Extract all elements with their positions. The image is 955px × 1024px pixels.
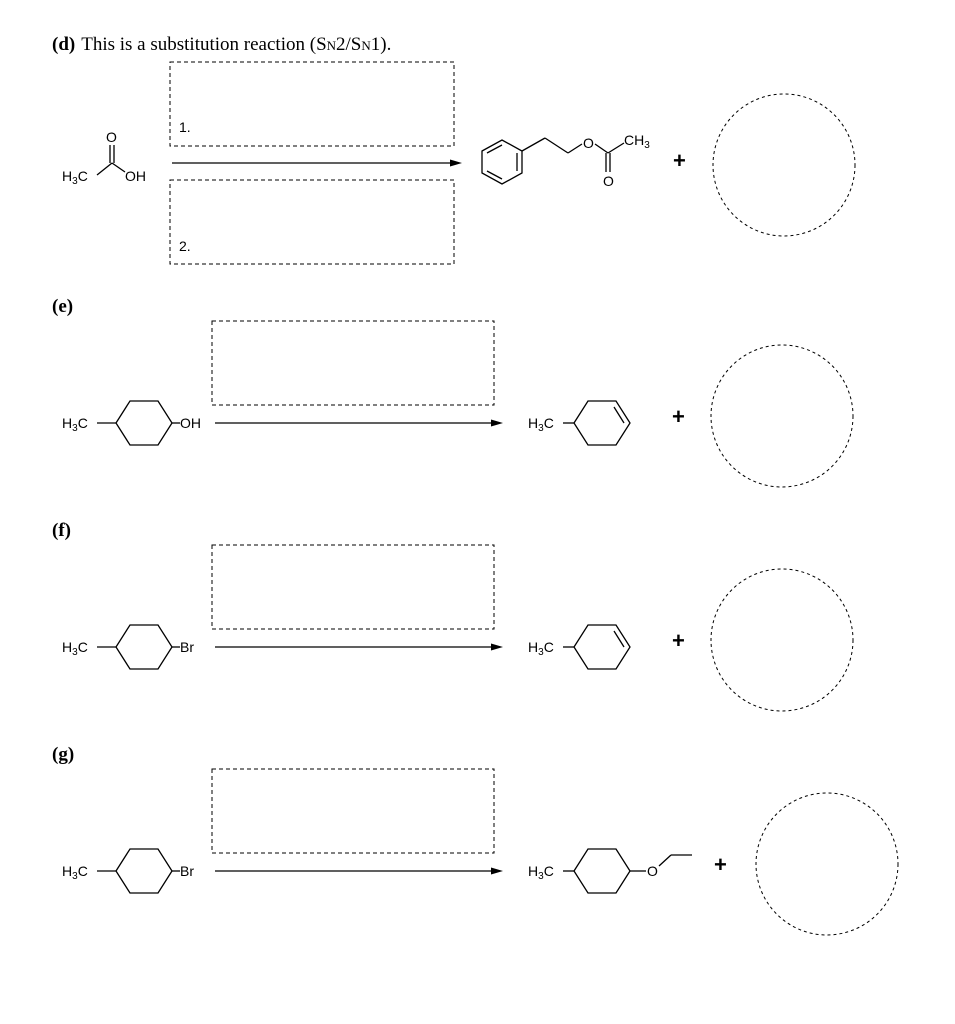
reactant-e-oh: OH <box>180 415 201 431</box>
cyclohexane-ring <box>574 849 630 893</box>
problem-d-text-mid: 2/S <box>336 34 362 55</box>
answer-box-d2[interactable] <box>170 180 454 264</box>
product-f-h3c: $H_3C$ <box>528 639 554 658</box>
product-d-ester-o: O <box>583 135 594 151</box>
reactant-1-bromo-4-methylcyclohexane <box>62 625 194 669</box>
cyclohexene-ring <box>574 401 630 445</box>
bond <box>487 171 502 179</box>
answer-box-d1[interactable] <box>170 62 454 146</box>
problem-e-label: (e) <box>52 296 74 317</box>
byproduct-circle-g[interactable] <box>756 793 898 935</box>
reactant-4-methylcyclohexanol <box>62 401 201 445</box>
problem-d-sub1: N <box>326 38 337 53</box>
bond <box>545 138 568 153</box>
problem-d-text-pre: This is a substitution reaction (S <box>81 34 327 55</box>
product-g-ether-o: O <box>647 863 658 879</box>
product-e-h3c: $H_3C$ <box>528 415 554 434</box>
plus-sign-f: + <box>672 628 685 653</box>
bond <box>112 163 125 172</box>
bond <box>595 144 608 153</box>
arrowhead-g <box>491 868 503 875</box>
problem-g <box>52 744 898 935</box>
reactant-g-br: Br <box>180 863 194 879</box>
plus-sign-e: + <box>672 404 685 429</box>
problem-g-label: (g) <box>52 744 75 765</box>
reactant-d-h3c: $H_3C$ <box>62 168 88 187</box>
byproduct-circle-e[interactable] <box>711 345 853 487</box>
double-bond <box>614 407 624 423</box>
problem-f <box>52 520 853 711</box>
reactant-acetic-acid <box>62 129 146 187</box>
arrowhead-e <box>491 420 503 427</box>
problem-d <box>52 34 855 264</box>
product-d-carbonyl-o: O <box>603 173 614 189</box>
reactant-f-h3c: $H_3C$ <box>62 639 88 658</box>
reactant-g-h3c: $H_3C$ <box>62 863 88 882</box>
reactant-d-oh: OH <box>125 168 146 184</box>
answer-box-d2-label: 2. <box>179 238 191 254</box>
answer-box-f[interactable] <box>212 545 494 629</box>
problem-d-sub2: N <box>361 38 371 53</box>
cyclohexane-ring <box>116 401 172 445</box>
bond <box>522 138 545 151</box>
plus-sign-g: + <box>714 852 727 877</box>
reactant-e-h3c: $H_3C$ <box>62 415 88 434</box>
product-4-methylcyclohexene <box>528 625 630 669</box>
benzene-ring <box>482 140 522 184</box>
bond <box>97 163 112 175</box>
product-ethyl-methylcyclohexyl-ether <box>528 849 692 893</box>
bond <box>659 855 671 866</box>
product-4-methylcyclohexene <box>528 401 630 445</box>
problem-d-label: (d) <box>52 34 76 55</box>
problem-f-label: (f) <box>52 520 71 541</box>
product-g-h3c: $H_3C$ <box>528 863 554 882</box>
double-bond <box>614 631 624 647</box>
cyclohexane-ring <box>116 625 172 669</box>
bond <box>568 144 582 153</box>
bond <box>487 145 502 153</box>
bond <box>608 143 624 153</box>
arrowhead-d <box>450 160 462 167</box>
product-d-ch3: $CH_3$ <box>624 132 650 151</box>
reactant-d-carbonyl-o: O <box>106 129 117 145</box>
problem-e <box>52 296 853 487</box>
cyclohexene-ring <box>574 625 630 669</box>
problem-d-heading <box>52 34 391 55</box>
cyclohexane-ring <box>116 849 172 893</box>
answer-box-d1-label: 1. <box>179 119 191 135</box>
arrowhead-f <box>491 644 503 651</box>
reactant-1-bromo-4-methylcyclohexane <box>62 849 194 893</box>
byproduct-circle-d[interactable] <box>713 94 855 236</box>
plus-sign-d: + <box>673 148 686 173</box>
product-phenethyl-acetate <box>482 132 650 189</box>
answer-box-e[interactable] <box>212 321 494 405</box>
answer-box-g[interactable] <box>212 769 494 853</box>
problem-d-text-post: 1). <box>370 34 392 55</box>
byproduct-circle-f[interactable] <box>711 569 853 711</box>
reactant-f-br: Br <box>180 639 194 655</box>
